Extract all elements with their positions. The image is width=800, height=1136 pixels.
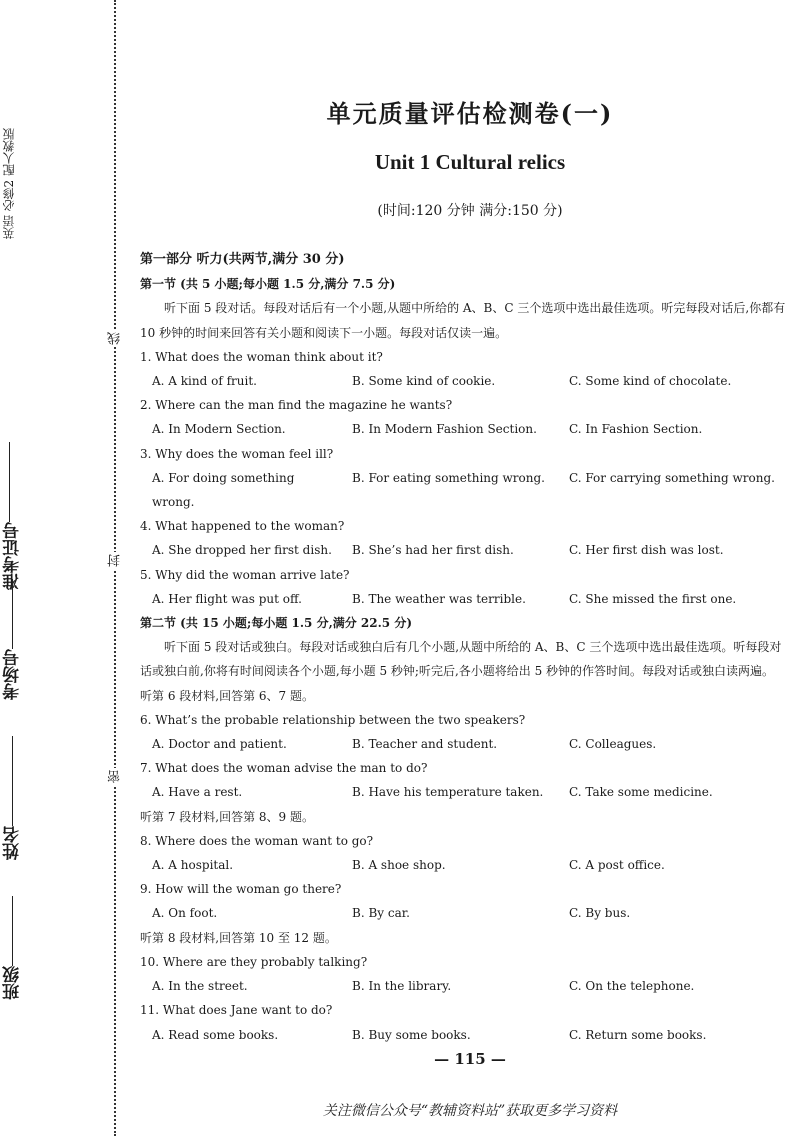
- option-c[interactable]: C. Take some medicine.: [569, 785, 713, 800]
- room-blank[interactable]: [13, 579, 14, 649]
- textbook-label: 英语 必修2 配人教版: [2, 128, 16, 240]
- question-7: [140, 756, 792, 804]
- option-a[interactable]: A. Her flight was put off.: [152, 591, 302, 606]
- option-c[interactable]: C. Some kind of chocolate.: [569, 374, 732, 389]
- option-a[interactable]: A. On foot.: [152, 906, 218, 921]
- class-blank[interactable]: [13, 896, 14, 966]
- question-1: [140, 345, 792, 393]
- option-b[interactable]: B. In Modern Fashion Section.: [352, 422, 537, 437]
- question-stem: 5. Why did the woman arrive late?: [140, 567, 350, 582]
- exam-content: [140, 248, 792, 1047]
- option-b[interactable]: B. Teacher and student.: [352, 737, 498, 752]
- option-b[interactable]: B. The weather was terrible.: [352, 591, 526, 606]
- mark-line: 线: [108, 332, 123, 345]
- page-number: — 115 —: [434, 1050, 506, 1068]
- question-8: [140, 829, 792, 877]
- exam-id-label: 准考证号: [3, 522, 23, 590]
- option-a[interactable]: A. Doctor and patient.: [152, 737, 287, 752]
- option-a[interactable]: A. A hospital.: [152, 858, 234, 873]
- option-a[interactable]: A. In Modern Section.: [152, 422, 286, 437]
- option-b[interactable]: B. In the library.: [352, 979, 452, 994]
- exam-id-field: [0, 290, 100, 590]
- option-c[interactable]: C. For carrying something wrong.: [569, 470, 775, 485]
- option-c[interactable]: C. Return some books.: [569, 1027, 707, 1042]
- option-b[interactable]: B. Some kind of cookie.: [352, 374, 496, 389]
- question-2: [140, 393, 792, 441]
- section1-instruction: 听下面 5 段对话。每段对话后有一个小题,从题中所给的 A、B、C 三个选项中选出最佳选项。听完每段对话后,你都有 10 秒钟的时间来回答有关小题和阅读下一小题。每段对话仅读一遍。: [140, 301, 786, 340]
- question-stem: 9. How will the woman go there?: [140, 882, 342, 897]
- question-10: [140, 950, 792, 998]
- option-b[interactable]: B. She’s had her first dish.: [352, 543, 514, 558]
- question-stem: 3. Why does the woman feel ill?: [140, 446, 334, 461]
- option-a[interactable]: A. Have a rest.: [152, 785, 243, 800]
- mark-seal: 封: [108, 554, 123, 567]
- option-a[interactable]: A. A kind of fruit.: [152, 374, 257, 389]
- option-c[interactable]: C. In Fashion Section.: [569, 422, 703, 437]
- option-c[interactable]: C. On the telephone.: [569, 979, 695, 994]
- part-title: 第一部分 听力(共两节,满分 30 分): [140, 252, 345, 267]
- option-a[interactable]: A. She dropped her first dish.: [152, 543, 332, 558]
- option-a[interactable]: A. For doing something wrong.: [152, 470, 295, 510]
- room-field: [0, 560, 100, 700]
- option-b[interactable]: B. By car.: [352, 906, 410, 921]
- page-title: 单元质量评估检测卷(一): [326, 99, 614, 128]
- exam-id-blank[interactable]: [10, 442, 11, 522]
- option-c[interactable]: C. By bus.: [569, 906, 631, 921]
- option-b[interactable]: B. Have his temperature taken.: [352, 785, 544, 800]
- question-stem: 8. Where does the woman want to go?: [140, 833, 374, 848]
- mark-secret: 密: [108, 770, 123, 783]
- question-stem: 7. What does the woman advise the man to do?: [140, 761, 428, 776]
- option-c[interactable]: C. She missed the first one.: [569, 591, 737, 606]
- material-7-intro: 听第 7 段材料,回答第 8、9 题。: [140, 809, 314, 824]
- option-c[interactable]: C. A post office.: [569, 858, 665, 873]
- question-3: [140, 442, 792, 515]
- option-c[interactable]: C. Colleagues.: [569, 737, 657, 752]
- option-b[interactable]: B. For eating something wrong.: [352, 470, 545, 485]
- option-a[interactable]: A. Read some books.: [152, 1027, 279, 1042]
- material-8-intro: 听第 8 段材料,回答第 10 至 12 题。: [140, 930, 337, 945]
- question-stem: 2. Where can the man find the magazine he wants?: [140, 398, 453, 413]
- question-stem: 11. What does Jane want to do?: [140, 1003, 333, 1018]
- section2-instruction: 听下面 5 段对话或独白。每段对话或独白后有几个小题,从题中所给的 A、B、C 三个选项中选出最佳选项。听每段对话或独白前,你将有时间阅读各个小题,每小题 5 秒钟;听完后,各小题将给出 5 秒钟的作答时间。每段对话或独白读两遍。: [140, 640, 782, 679]
- question-4: [140, 514, 792, 562]
- class-label: 班级: [3, 966, 23, 1000]
- question-11: [140, 998, 792, 1046]
- section1-title: 第一节 (共 5 小题;每小题 1.5 分,满分 7.5 分): [140, 277, 396, 292]
- question-stem: 6. What’s the probable relationship between the two speakers?: [140, 712, 526, 727]
- room-label: 考场号: [3, 649, 23, 700]
- material-6-intro: 听第 6 段材料,回答第 6、7 题。: [140, 688, 314, 703]
- question-9: [140, 877, 792, 925]
- option-b[interactable]: B. A shoe shop.: [352, 858, 446, 873]
- question-stem: 1. What does the woman think about it?: [140, 349, 383, 364]
- question-stem: 4. What happened to the woman?: [140, 519, 345, 534]
- name-field: [0, 720, 100, 860]
- option-a[interactable]: A. In the street.: [152, 979, 248, 994]
- question-6: [140, 708, 792, 756]
- name-label: 姓名: [3, 826, 23, 860]
- name-blank[interactable]: [13, 736, 14, 826]
- time-info: (时间:120 分钟 满分:150 分): [377, 203, 563, 219]
- question-stem: 10. Where are they probably talking?: [140, 954, 368, 969]
- option-c[interactable]: C. Her first dish was lost.: [569, 543, 724, 558]
- footer-note: 关注微信公众号“教辅资料站”获取更多学习资料: [322, 1103, 618, 1119]
- question-5: [140, 563, 792, 611]
- option-b[interactable]: B. Buy some books.: [352, 1027, 471, 1042]
- class-field: [0, 880, 100, 1000]
- unit-title: Unit 1 Cultural relics: [374, 150, 566, 174]
- section2-title: 第二节 (共 15 小题;每小题 1.5 分,满分 22.5 分): [140, 616, 413, 631]
